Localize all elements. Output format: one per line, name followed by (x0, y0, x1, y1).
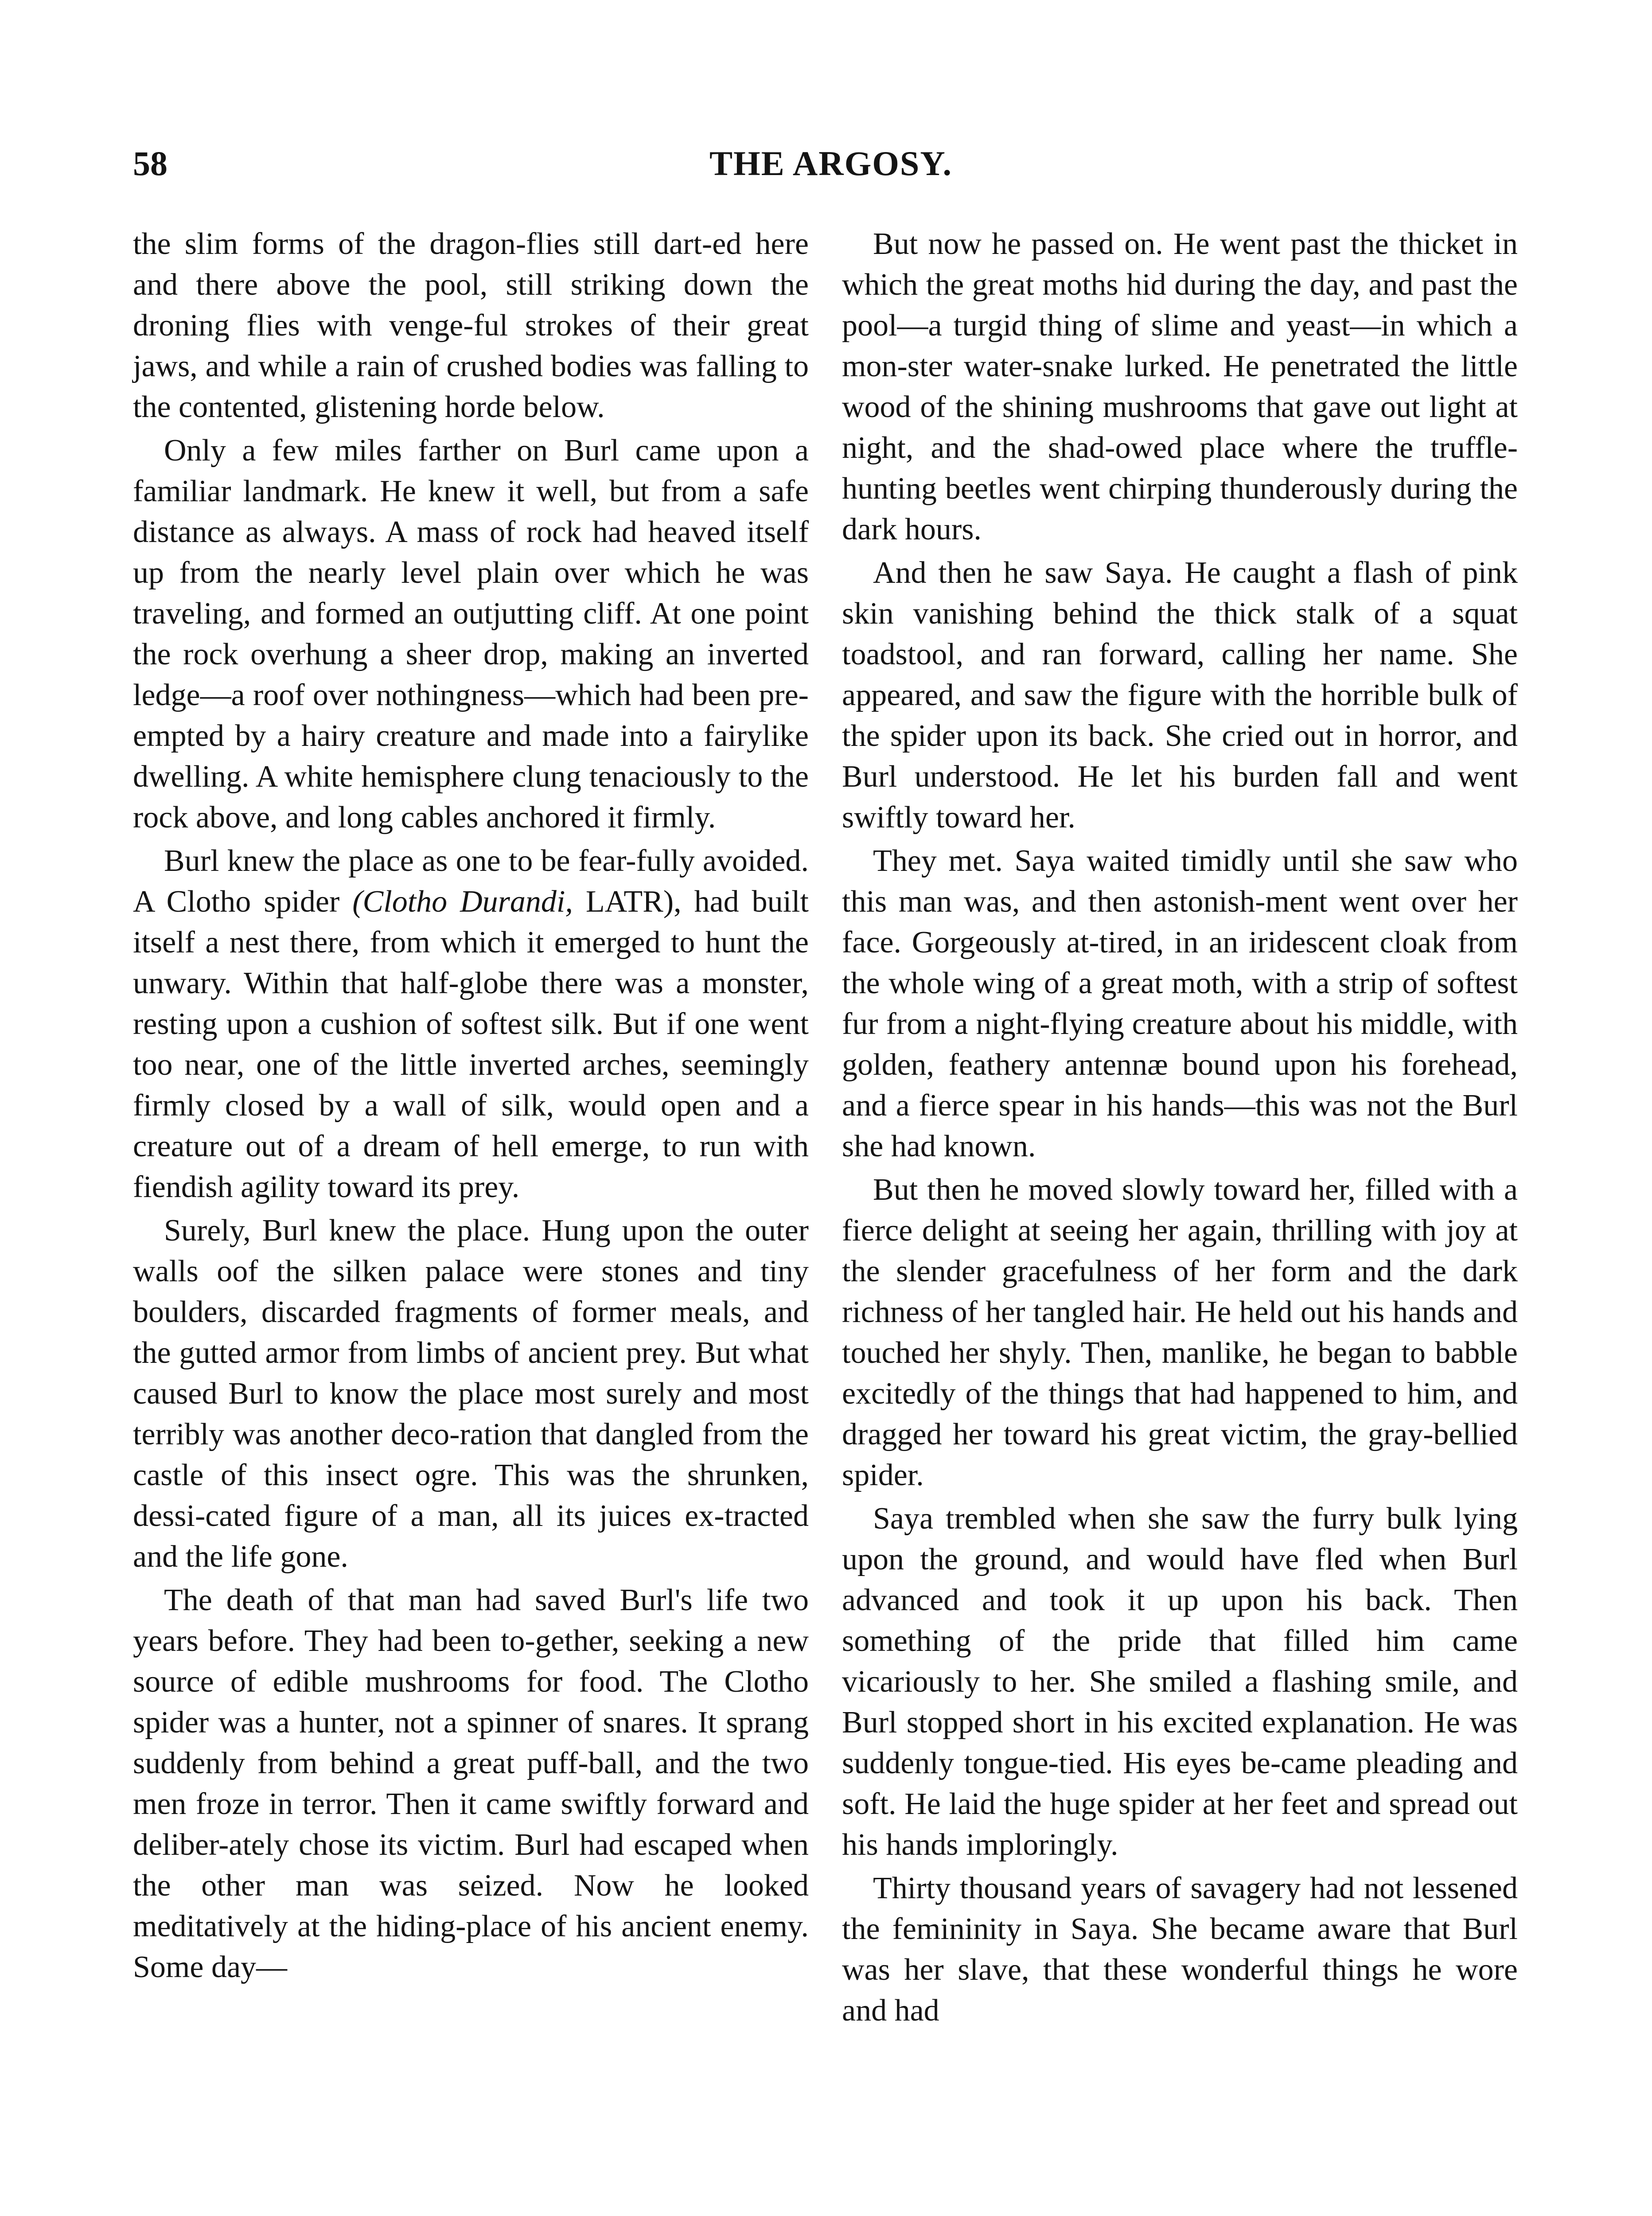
paragraph: Surely, Burl knew the place. Hung upon the outer walls oof the silken palace were stones and tiny boulders, discarded fragments of former meals, and the gutted armor from limbs of ancient prey. But what caused Burl to know the place most surely and most terribly was another deco-ration that dangled from the castle of this insect ogre. This was the shrunken, dessi-cated figure of a man, all its juices ex-tracted and the life gone. (133, 1213, 809, 1574)
paragraph: They met. Saya waited timidly until she saw who this man was, and then astonish-ment went over her face. Gorgeously at-tired, in an iridescent cloak from the whole wing of a great moth, with a strip of softest fur from a night-flying creature about his middle, with golden, feathery antennæ bound upon his forehead, and a fierce spear in his hands—this was not the Burl she had known. (842, 844, 1518, 1163)
paragraph: Only a few miles farther on Burl came upon a familiar landmark. He knew it well, but from a safe distance as always. A mass of rock had heaved itself up from the nearly level plain over which he was traveling, and formed an outjutting cliff. At one point the rock overhung a sheer drop, making an inverted ledge—a roof over nothingness—which had been pre-empted by a hairy creature and made into a fairylike dwelling. A white hemisphere clung tenaciously to the rock above, and long cables anchored it firmly. (133, 433, 809, 835)
right-column (842, 224, 1518, 2034)
paragraph: And then he saw Saya. He caught a flash of pink skin vanishing behind the thick stalk of a squat toadstool, and ran forward, calling her name. She appeared, and saw the figure with the horrible bulk of the spider upon its back. She cried out in horror, and Burl understood. He let his burden fall and went swiftly toward her. (842, 556, 1518, 835)
paragraph-clotho (133, 841, 809, 1208)
paragraph: Saya trembled when she saw the furry bulk lying upon the ground, and would have fled when Burl advanced and took it up upon his back. Then something of the pride that filled him came vicariously to her. She smiled a flashing smile, and Burl stopped short in his excited explanation. He was suddenly tongue-tied. His eyes be-came pleading and soft. He laid the huge spider at her feet and spread out his hands imploringly. (842, 1502, 1518, 1862)
left-column (133, 224, 809, 1990)
page-number: 58 (133, 144, 168, 183)
paragraph: But then he moved slowly toward her, filled with a fierce delight at seeing her again, thrilling with joy at the slender gracefulness of her form and the dark richness of her tangled hair. He held out his hands and touched her shyly. Then, manlike, he began to babble excitedly of the things that had happened to him, and dragged her toward his great victim, the gray-bellied spider. (842, 1173, 1518, 1492)
paragraph-clotho-start: Burl knew the place as one to be fear-fully avoided. A Clotho spider (133, 844, 809, 919)
paragraph: Thirty thousand years of savagery had not lessened the femininity in Saya. She became aware that Burl was her slave, that these wonderful things he wore and had (842, 1871, 1518, 2028)
species-name: (Clotho Durandi, (352, 885, 573, 919)
paragraph: the slim forms of the dragon-flies still dart-ed here and there above the pool, still striking down the droning flies with venge-ful strokes of their great jaws, and while a rain of crushed bodies was falling to the contented, glistening horde below. (133, 227, 809, 424)
paragraph: The death of that man had saved Burl's life two years before. They had been to-gether, seeking a new source of edible mushrooms for food. The Clotho spider was a hunter, not a spinner of snares. It sprang suddenly from behind a great puff-ball, and the two men froze in terror. Then it came swiftly forward and deliber-ately chose its victim. Burl had escaped when the other man was seized. Now he looked meditatively at the hiding-place of his ancient enemy. Some day— (133, 1583, 809, 1984)
paragraph-clotho-rest: LATR), had built itself a nest there, from which it emerged to hunt the unwary. Within that half-globe there was a monster, resting upon a cushion of softest silk. But if one went too near, one of the little inverted arches, seemingly firmly closed by a wall of silk, would open and a creature out of a dream of hell emerge, to run with fiendish agility toward its prey. (133, 885, 809, 1204)
paragraph: But now he passed on. He went past the thicket in which the great moths hid during the day, and past the pool—a turgid thing of slime and yeast—in which a mon-ster water-snake lurked. He penetrated the little wood of the shining mushrooms that gave out light at night, and the shad-owed place where the truffle-hunting beetles went chirping thunderously during the dark hours. (842, 227, 1518, 546)
page-header (133, 146, 1529, 199)
running-title: THE ARGOSY. (709, 144, 952, 183)
